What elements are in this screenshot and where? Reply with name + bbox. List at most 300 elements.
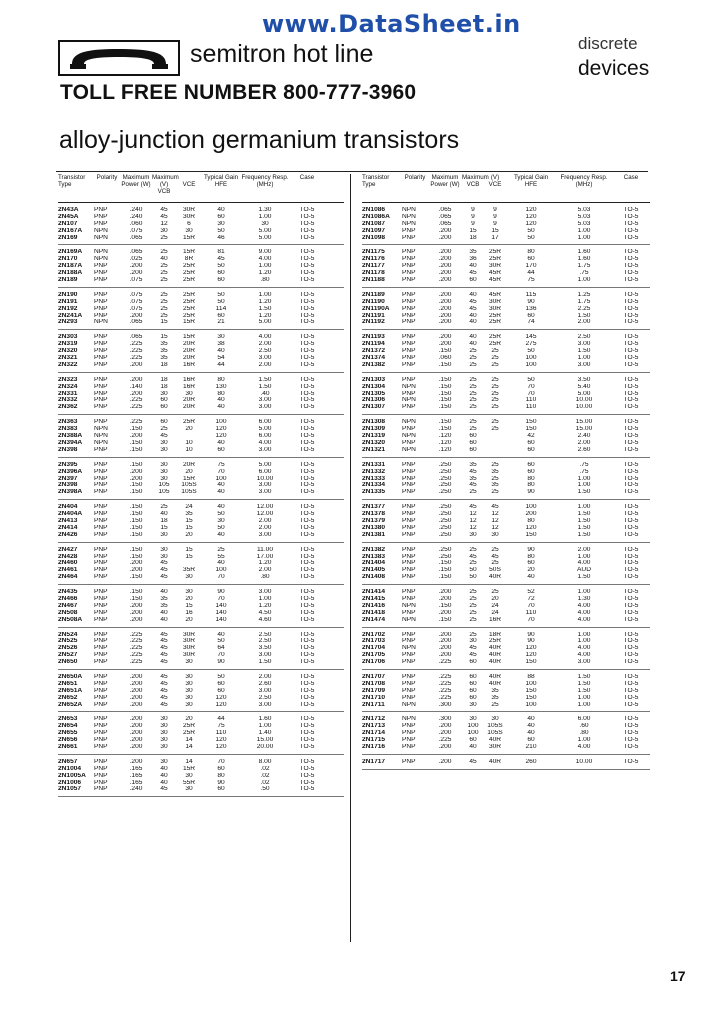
cell-case: TO-5 [299,213,315,220]
cell-gain: 80 [527,475,535,482]
cell-vcb: 18 [160,376,168,383]
cell-polarity: PNP [402,355,416,362]
toll-free-number: TOLL FREE NUMBER 800-777-3960 [60,81,417,104]
cell-gain: 52 [527,589,535,596]
cell-gain: 60 [527,439,535,446]
table-row [58,377,344,384]
cell-frequency: 4.00 [577,609,591,616]
cell-frequency: 5.00 [258,227,272,234]
cell-power: .150 [438,567,452,574]
cell-power: .075 [129,277,143,284]
cell-gain: 150 [525,426,537,433]
cell-gain: 90 [527,298,535,305]
cell-polarity: PNP [402,744,416,750]
cell-type: 2N1098 [362,234,386,241]
cell-vcb: 45 [160,659,168,666]
cell-type: 2N1418 [362,609,386,616]
table-row [58,554,344,561]
cell-vce [484,440,506,447]
cell-case: TO-5 [299,694,315,701]
cell-vce: 25R [488,638,502,645]
cell-type: 2N189 [58,277,78,284]
cell-type: 2N1382 [362,546,386,553]
cell-gain: 120 [525,524,537,531]
table-row-group [58,670,344,712]
cell-gain: 44 [527,270,535,277]
cell-frequency: 5.00 [258,319,272,326]
cell-type: 2N1382 [362,361,386,368]
cell-vcb: 12 [469,517,477,524]
table-row [362,249,650,256]
cell-case: TO-5 [299,758,315,765]
cell-case: TO-5 [299,560,315,567]
cell-polarity: PNP [94,341,108,348]
cell-vce: 55R [182,779,196,786]
cell-polarity: PNP [94,730,108,737]
cell-vce: 25R [182,270,196,277]
cell-gain: 60 [217,765,225,772]
cell-vcb: 12 [469,511,477,518]
table-row-group [362,755,650,770]
cell-case: TO-5 [299,433,315,440]
cell-gain: 100 [215,567,227,574]
cell-vcb: 60 [160,419,168,426]
cell-vce: 14 [185,737,193,744]
cell-case: TO-5 [623,673,639,680]
cell-vce: 30 [185,694,193,701]
cell-frequency: 1.50 [577,574,591,581]
table-row [58,256,344,263]
cell-polarity: PNP [94,673,108,680]
cell-gain: 140 [215,609,227,616]
table-row [58,419,344,426]
cell-polarity: PNP [402,468,416,475]
table-row [362,447,650,454]
cell-vcb: 45 [160,694,168,701]
cell-power: .150 [129,482,143,489]
cell-frequency: 2.50 [577,334,591,341]
cell-gain: 40 [217,482,225,489]
cell-case: TO-5 [623,504,639,511]
cell-gain: 40 [217,560,225,567]
table-row-group [362,628,650,670]
table-row [362,632,650,639]
cell-vce: 20 [185,531,193,538]
cell-power: .150 [438,574,452,581]
cell-gain: 80 [217,772,225,779]
cell-power: .200 [438,758,452,765]
cell-gain: 54 [217,355,225,362]
cell-power: .200 [438,291,452,298]
cell-gain: 90 [527,546,535,553]
cell-vce: 15 [185,517,193,524]
cell-polarity: PNP [402,638,416,645]
cell-vce: 25 [491,404,499,411]
cell-power: .165 [129,772,143,779]
hotline-title: semitron hot line [190,40,374,68]
cell-polarity: PNP [94,659,108,666]
cell-frequency: 2.00 [577,546,591,553]
header-polarity: Polarity [404,174,426,181]
cell-vcb: 30 [160,227,168,234]
cell-vcb: 45 [160,786,168,793]
cell-type: 2N1474 [362,616,386,623]
cell-gain: 60 [217,270,225,277]
cell-case: TO-5 [623,723,639,730]
table-row [58,780,344,787]
header-gain: Typical Gain HFE [203,174,239,188]
cell-frequency: 3.00 [258,589,272,596]
cell-vcb: 60 [469,433,477,440]
cell-vce: 30R [488,263,502,270]
cell-gain: 80 [527,482,535,489]
cell-type: 2N652 [58,694,78,701]
cell-vce: 45R [488,270,502,277]
cell-vce: 35 [185,511,193,518]
table-row [362,341,650,348]
cell-gain: 100 [525,361,537,368]
cell-power: .150 [438,361,452,368]
table-row [58,511,344,518]
cell-type: 2N1379 [362,517,386,524]
cell-type: 2N1178 [362,270,385,277]
header-power: Maximum Power (W) [121,174,151,188]
cell-vce: 25R [488,249,502,256]
table-row-group [362,330,650,372]
table-row [362,270,650,277]
cell-vce: 12 [491,524,499,531]
cell-gain: 40 [527,730,535,737]
cell-power: .200 [129,673,143,680]
cell-gain: 100 [525,680,537,687]
cell-type: 2N188A [58,270,83,277]
cell-polarity: PNP [94,737,108,744]
cell-vce: 20 [185,468,193,475]
table-row-group [362,712,650,754]
cell-vce: 15R [182,249,196,256]
cell-gain: 170 [525,263,537,270]
cell-vcb: 18 [160,383,168,390]
cell-frequency: 6.00 [577,716,591,723]
cell-gain: 80 [217,376,225,383]
cell-frequency: 1.00 [258,213,272,220]
cell-polarity: PNP [402,659,416,666]
cell-gain: 120 [215,701,227,708]
cell-polarity: PNP [402,511,416,518]
cell-polarity: NPN [402,616,416,623]
cell-case: TO-5 [623,234,639,241]
cell-case: TO-5 [623,694,639,701]
cell-type: 2N1097 [362,227,386,234]
cell-gain: 120 [215,426,227,433]
cell-case: TO-5 [623,256,639,263]
cell-type: 2N1374 [362,355,386,362]
cell-power: .200 [129,376,143,383]
table-row [58,723,344,730]
cell-vcb: 60 [469,439,477,446]
cell-polarity: PNP [402,595,416,602]
cell-gain: 60 [217,680,225,687]
cell-gain: 40 [217,404,225,411]
cell-power: .225 [438,737,452,744]
table-row [362,532,650,539]
cell-polarity: PNP [94,609,108,616]
cell-power: .150 [129,517,143,524]
cell-vce: 50S [489,567,501,574]
cell-case: TO-5 [623,439,639,446]
cell-power: .200 [129,716,143,723]
cell-gain: 200 [525,511,537,518]
cell-type: 2N1194 [362,341,385,348]
cell-frequency: 10.00 [575,397,593,404]
cell-frequency: 2.50 [258,631,272,638]
cell-polarity: PNP [94,446,108,453]
cell-polarity: NPN [402,602,416,609]
table-row-group [58,458,344,500]
cell-gain: 75 [217,723,225,730]
cell-vcb: 30 [469,716,477,723]
table-row [58,766,344,773]
cell-type: 2N1715 [362,737,386,744]
cell-gain: 90 [217,589,225,596]
cell-polarity: PNP [402,234,416,241]
table-row-group [362,245,650,287]
table-row [58,469,344,476]
cell-polarity: NPN [402,207,416,213]
cell-case: TO-5 [299,546,315,553]
cell-gain: 120 [525,207,537,213]
cell-power: .150 [438,348,452,355]
table-row [58,341,344,348]
cell-polarity: PNP [402,574,416,581]
cell-vce: 20 [491,595,499,602]
cell-type: 2N1005A [58,772,86,779]
cell-vce: 20 [185,426,193,433]
table-row [362,730,650,737]
cell-vcb: 60 [469,680,477,687]
table-row [362,723,650,730]
cell-power: .150 [129,546,143,553]
cell-vcb: 45 [160,433,168,440]
cell-vcb: 40 [469,341,477,348]
cell-frequency: .50 [260,786,270,793]
cell-type: 2N1190 [362,298,385,305]
cell-case: TO-5 [299,609,315,616]
cell-power: .200 [438,334,452,341]
cell-power: .025 [129,256,143,263]
telephone-handset-icon [58,40,180,76]
cell-frequency: 1.20 [258,270,272,277]
cell-gain: 115 [525,291,537,298]
cell-polarity: PNP [94,687,108,694]
table-row [58,440,344,447]
cell-case: TO-5 [623,319,639,326]
cell-gain: 42 [527,433,535,440]
cell-type: 2N1320 [362,439,386,446]
cell-case: TO-5 [623,645,639,652]
cell-frequency: .75 [579,461,589,468]
cell-vcb: 40 [160,589,168,596]
cell-polarity: PNP [94,207,108,213]
cell-vcb: 40 [160,765,168,772]
cell-frequency: 11.00 [256,546,273,553]
right-transistor-table [362,174,650,770]
cell-power: .065 [129,234,143,241]
cell-vce: 25R [488,312,502,319]
cell-type: 2N398A [58,489,83,496]
cell-vcb: 40 [160,511,168,518]
section-heading: alloy-junction germanium transistors [59,126,460,154]
cell-frequency: 1.20 [258,560,272,567]
cell-gain: 150 [525,531,537,538]
cell-frequency: 1.00 [258,723,272,730]
cell-frequency: 3.00 [258,701,272,708]
cell-power: .250 [438,468,452,475]
cell-type: 2N464 [58,574,78,581]
cell-type: 2N170 [58,256,78,263]
table-row-group [58,585,344,627]
cell-power: .225 [129,638,143,645]
cell-type: 2N1704 [362,645,386,652]
table-row-group [362,288,650,330]
cell-polarity: PNP [94,489,108,496]
cell-vce: 30 [185,574,193,581]
cell-vcb: 45 [469,645,477,652]
cell-polarity: PNP [402,298,416,305]
cell-frequency: 5.00 [258,426,272,433]
cell-type: 2N1319 [362,433,386,440]
table-row [58,482,344,489]
table-row [362,603,650,610]
table-row-group [362,373,650,415]
table-row-group [362,415,650,457]
cell-type: 2N398 [58,446,78,453]
cell-type: 2N320 [58,348,78,355]
table-row-group [362,670,650,712]
cell-polarity: PNP [402,475,416,482]
table-row [362,589,650,596]
cell-type: 2N167A [58,227,83,234]
cell-vcb: 45 [469,758,477,765]
cell-power: .200 [438,249,452,256]
table-row [362,560,650,567]
cell-frequency: 1.00 [577,631,591,638]
cell-type: 2N398 [58,482,78,489]
cell-frequency: 2.00 [258,341,272,348]
cell-vcb: 45 [469,482,477,489]
cell-polarity: PNP [402,723,416,730]
right-table-header [362,174,650,203]
cell-frequency: 4.00 [258,439,272,446]
cell-power: .200 [129,616,143,623]
cell-gain: 150 [525,419,537,426]
cell-type: 2N1305 [362,390,386,397]
cell-polarity: PNP [402,482,416,489]
header-vcb: Maximum (V) VCB [152,174,179,195]
cell-frequency: 4.00 [577,744,591,750]
table-row [58,716,344,723]
cell-gain: 50 [217,263,225,270]
cell-case: TO-5 [299,234,315,241]
cell-power: .200 [438,277,452,284]
cell-vce: 45 [491,553,499,560]
cell-power: .200 [129,560,143,567]
cell-type: 2N1334 [362,482,386,489]
cell-polarity: PNP [94,645,108,652]
cell-case: TO-5 [623,383,639,390]
cell-polarity: PNP [402,404,416,411]
table-row [58,355,344,362]
cell-frequency: 17.00 [256,553,274,560]
cell-polarity: PNP [402,334,416,341]
cell-vce: 25 [491,383,499,390]
cell-power: .120 [438,433,452,440]
cell-polarity: PNP [402,270,416,277]
cell-power: .065 [129,249,143,256]
cell-type: 2N1004 [58,765,82,772]
cell-type: 2N1177 [362,263,385,270]
cell-polarity: PNP [94,616,108,623]
cell-gain: 80 [527,249,535,256]
cell-type: 2N467 [58,602,78,609]
cell-vce: 15R [182,234,196,241]
cell-frequency: 1.50 [258,383,272,390]
cell-vcb: 35 [160,348,168,355]
cell-case: TO-5 [299,426,315,433]
cell-frequency: .60 [579,723,589,730]
cell-power: .065 [438,220,452,227]
table-row [362,462,650,469]
cell-gain: 110 [525,404,537,411]
cell-frequency: 1.60 [577,256,591,263]
cell-case: TO-5 [623,546,639,553]
cell-gain: 40 [217,439,225,446]
table-row [362,235,650,242]
cell-case: TO-5 [623,524,639,531]
cell-polarity: PNP [402,589,416,596]
cell-type: 2N508A [58,616,83,623]
cell-polarity: PNP [402,758,416,765]
cell-vce: 45 [491,504,499,511]
cell-vce: 16R [182,361,196,368]
cell-frequency: .02 [260,779,270,786]
table-row [362,504,650,511]
table-row [58,560,344,567]
cell-gain: 74 [527,319,535,326]
table-row [58,617,344,624]
cell-vce: 30 [185,701,193,708]
cell-gain: 140 [215,602,227,609]
cell-gain: 60 [527,312,535,319]
cell-vcb: 25 [469,616,477,623]
cell-polarity: PNP [402,553,416,560]
cell-gain: 150 [525,694,537,701]
cell-vce: 25 [491,397,499,404]
cell-vcb: 30 [160,468,168,475]
cell-frequency: 15.00 [256,737,274,744]
cell-vcb: 45 [160,652,168,659]
cell-gain: 50 [527,234,535,241]
cell-vce: 25R [488,334,502,341]
cell-gain: 100 [215,475,227,482]
cell-type: 2N1308 [362,419,386,426]
cell-power: .200 [438,645,452,652]
cell-frequency: .02 [260,772,270,779]
cell-frequency: 2.50 [258,694,272,701]
cell-case: TO-5 [299,504,315,511]
cell-gain: 110 [525,397,537,404]
table-row [362,695,650,702]
